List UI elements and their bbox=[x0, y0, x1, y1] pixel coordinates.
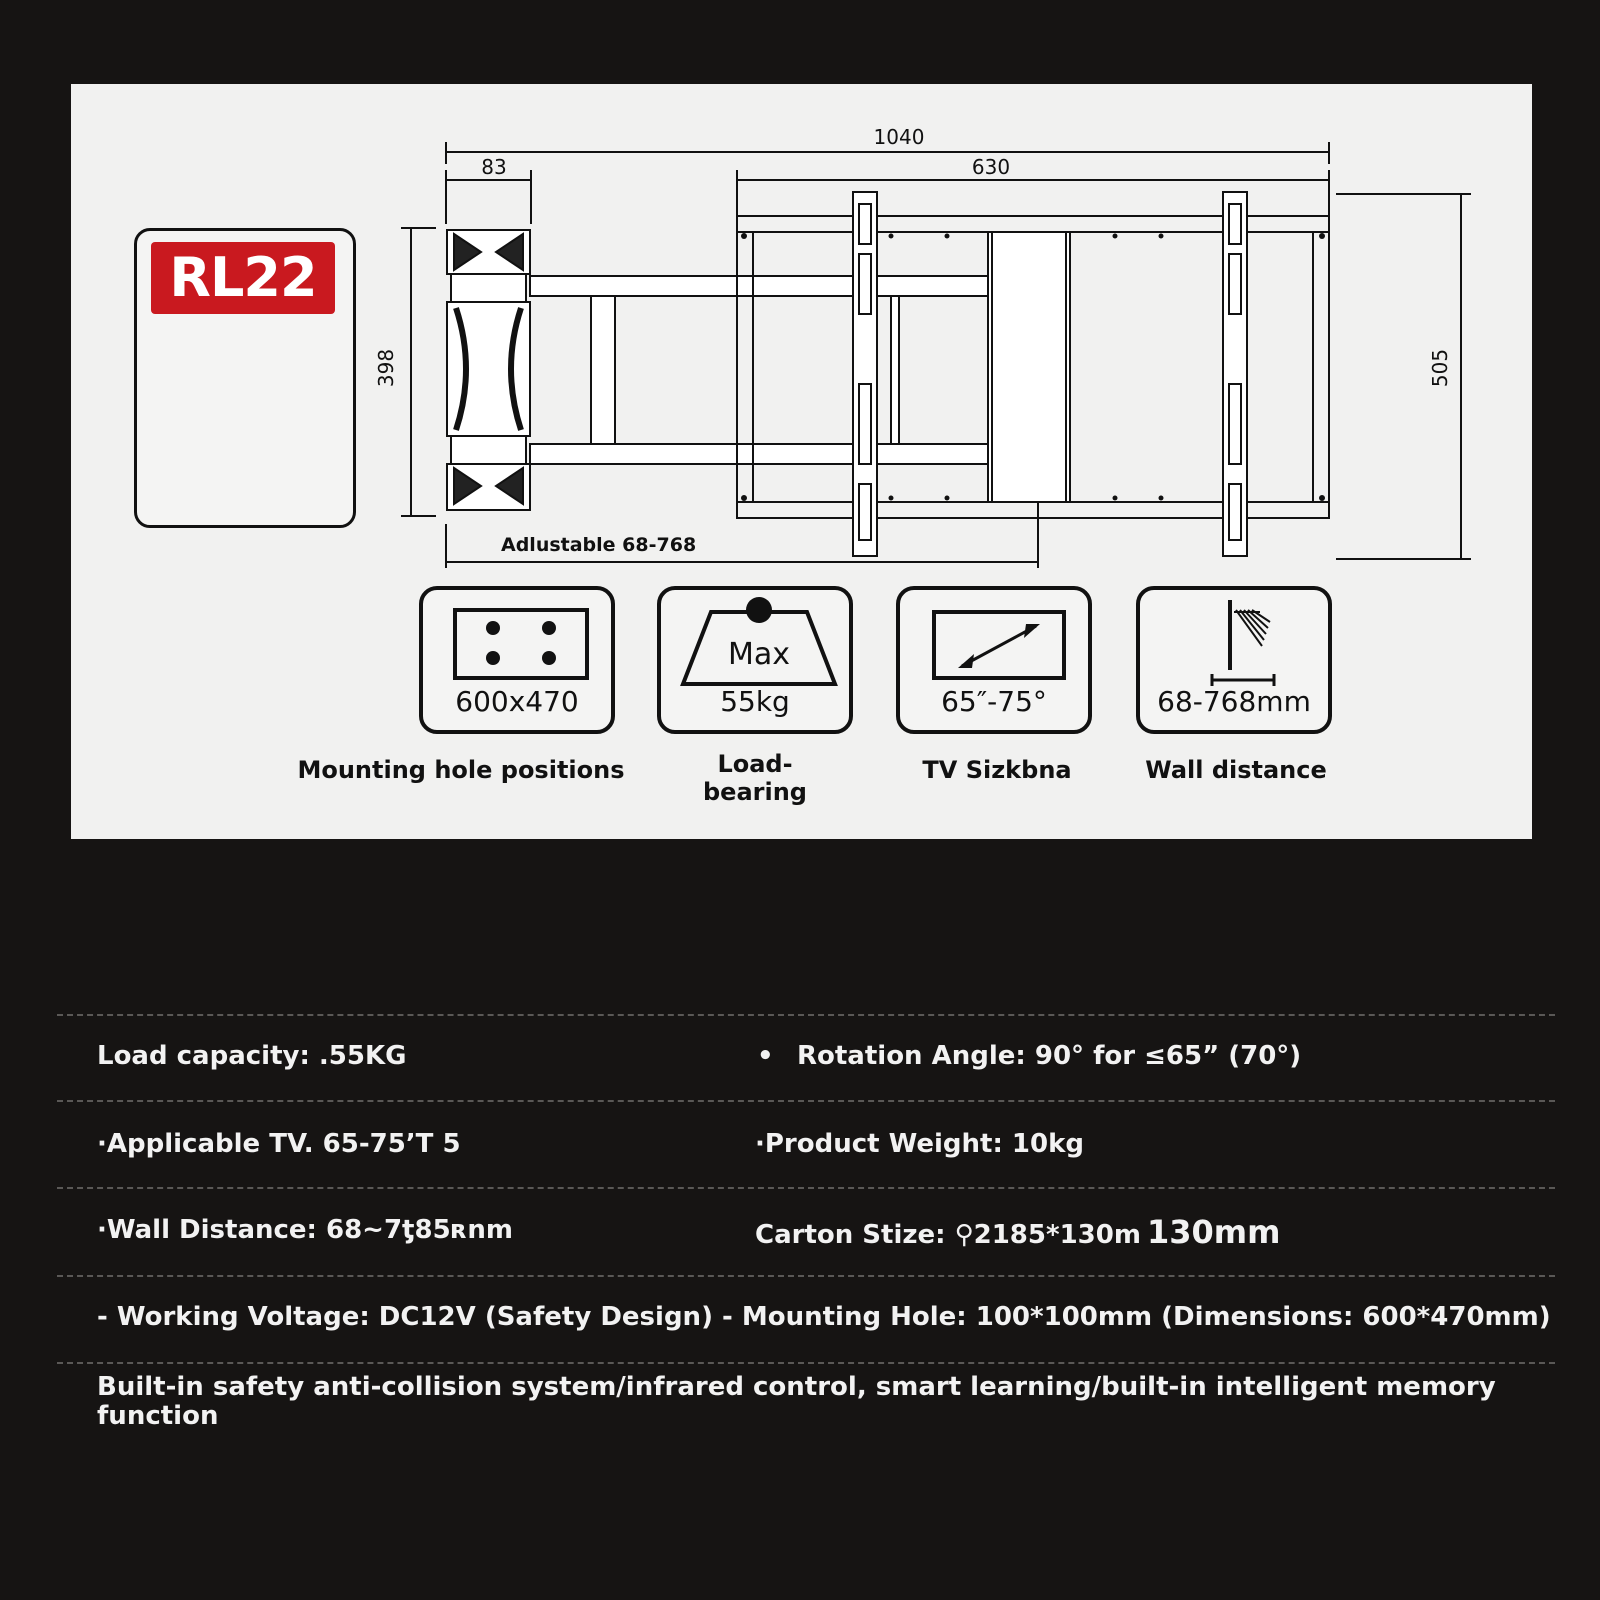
wall-bracket bbox=[447, 230, 530, 510]
spec-carton-size bbox=[755, 1213, 1280, 1251]
spec-rotation-angle: Rotation Angle: 90° for ≤65” (70°) bbox=[797, 1041, 1302, 1071]
feature-tv-size bbox=[896, 586, 1092, 734]
spec-carton-size-suffix: 130mm bbox=[1146, 1213, 1281, 1251]
dim-arm-height: 398 bbox=[374, 348, 398, 388]
feature-caption: Mounting hole positions bbox=[297, 756, 625, 784]
spec-divider bbox=[57, 1362, 1555, 1364]
feature-value: 600x470 bbox=[455, 685, 579, 718]
spec-load-capacity: Load capacity: .55KG bbox=[97, 1041, 407, 1071]
spec-divider bbox=[57, 1100, 1555, 1102]
feature-mounting-holes bbox=[419, 586, 615, 734]
spec-voltage-hole: - Working Voltage: DC12V (Safety Design) - Mounting Hole: 100*100mm (Dimensions: 600*470mm) bbox=[97, 1302, 1551, 1332]
spec-divider bbox=[57, 1014, 1555, 1016]
adjustable-range-label: Adlustable 68-768 bbox=[501, 534, 697, 556]
model-badge: RL22 bbox=[151, 242, 335, 314]
feature-value: 68-768mm bbox=[1157, 685, 1311, 718]
spec-divider bbox=[57, 1275, 1555, 1277]
feature-value: 55kg bbox=[720, 685, 790, 718]
tv-plate-frame bbox=[737, 192, 1329, 556]
feature-load-bearing bbox=[657, 586, 853, 734]
feature-caption: Wall distance bbox=[1145, 756, 1327, 784]
feature-value: 65″-75° bbox=[941, 685, 1047, 718]
spec-applicable-tv: ·Applicable TV. 65-75’T 5 bbox=[97, 1129, 461, 1159]
spec-carton-size-text: Carton Stize: ⚲2185*130m bbox=[755, 1220, 1141, 1250]
product-diagram-panel bbox=[71, 84, 1532, 839]
feature-caption: Load- bearing bbox=[703, 750, 807, 806]
dim-plate-width: 630 bbox=[971, 155, 1011, 179]
dim-overall-width: 1040 bbox=[873, 125, 925, 149]
weight-icon-text: Max bbox=[727, 637, 791, 672]
dim-arm-width: 83 bbox=[481, 155, 507, 179]
dim-plate-height: 505 bbox=[1428, 348, 1452, 388]
feature-wall-distance bbox=[1136, 586, 1332, 734]
spec-features-note: Built-in safety anti-collision system/infrared control, smart learning/built-in intelligent memory function bbox=[97, 1372, 1496, 1431]
spec-bullet: • bbox=[757, 1041, 774, 1071]
swing-arm bbox=[530, 276, 990, 464]
model-card bbox=[134, 228, 356, 528]
feature-caption: TV Sizkbna bbox=[922, 756, 1072, 784]
spec-wall-distance: ·Wall Distance: 68~7ƫ85ʀnm bbox=[97, 1215, 513, 1245]
spec-divider bbox=[57, 1187, 1555, 1189]
spec-product-weight: ·Product Weight: 10kg bbox=[755, 1129, 1085, 1159]
